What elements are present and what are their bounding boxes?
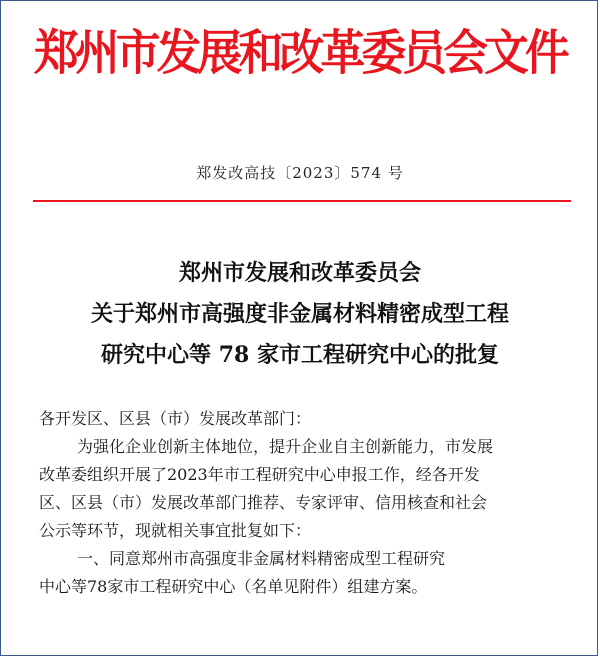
salutation: 各开发区、区县（市）发展改革部门： [39,409,312,428]
title-line-2: 关于郑州市高强度非金属材料精密成型工程 [90,301,509,327]
paragraph-1-line-1: 为强化企业创新主体地位，提升企业自主创新能力，市发展 [77,437,494,456]
paragraph-2-line-2: 中心等78家市工程研究中心（名单见附件）组建方案。 [39,577,428,596]
title-line-1: 郑州市发展和改革委员会 [178,260,421,286]
paragraph-1-line-2: 改革委组织开展了2023年市工程研究中心申报工作，经各开发 [39,465,480,484]
paragraph-1-line-4: 公示等环节，现就相关事宜批复如下： [39,521,312,540]
title-line-3: 研究中心等 78 家市工程研究中心的批复 [101,342,499,368]
red-divider-line [33,200,571,202]
document-title [1,253,598,376]
document-number: 郑发改高技〔2023〕574 号 [196,164,404,182]
document-masthead: 郑州市发展和改革委员会文件 [34,25,566,81]
paragraph-2-line-1: 一、同意郑州市高强度非金属材料精密成型工程研究 [77,549,446,568]
document-body [39,405,571,601]
paragraph-1-line-3: 区、区县（市）发展改革部门推荐、专家评审、信用核查和社会 [39,493,488,512]
